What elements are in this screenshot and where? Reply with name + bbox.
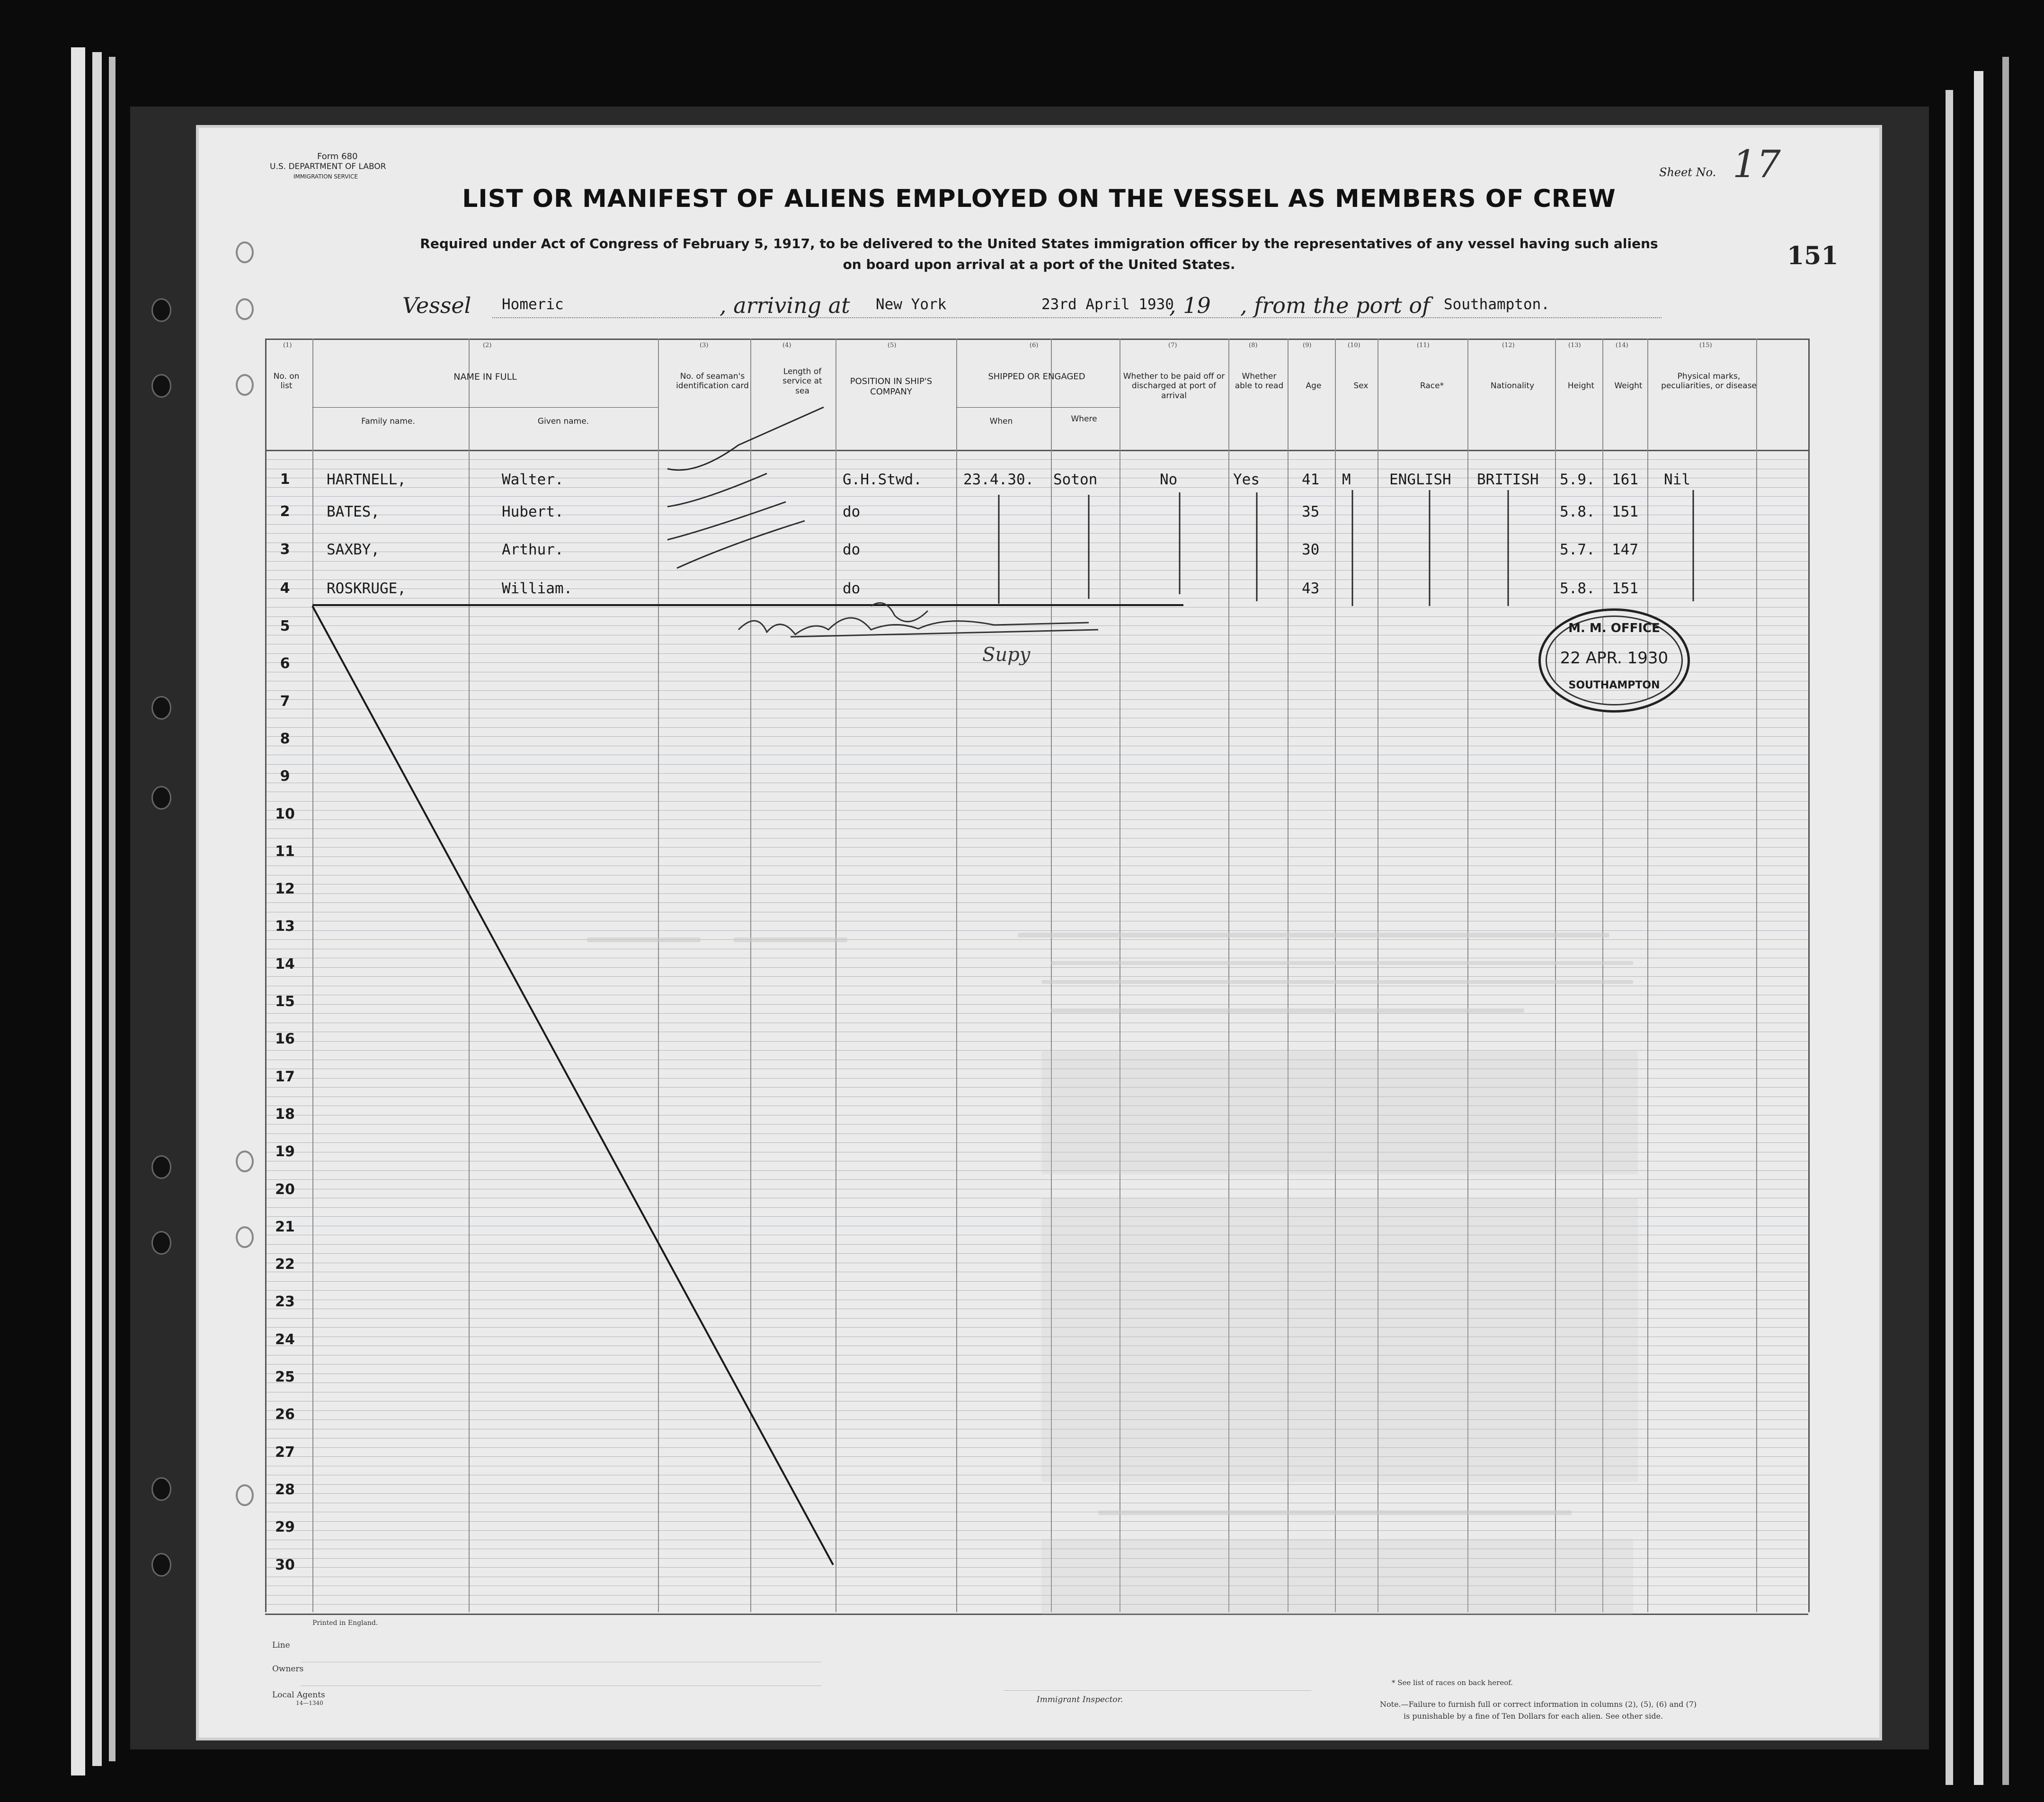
binder-strip xyxy=(71,47,85,1775)
col-no-on-list-heading: No. on list xyxy=(273,372,300,391)
binder-strip xyxy=(92,52,102,1766)
age: 30 xyxy=(1302,541,1320,558)
stamp-place: SOUTHAMPTON xyxy=(1568,679,1660,691)
bleedthrough-text xyxy=(1041,1051,1638,1174)
row-number: 20 xyxy=(275,1181,295,1198)
col-seaman-card-heading: No. of seaman's identification card xyxy=(676,372,749,391)
row-number: 25 xyxy=(275,1369,295,1385)
punch-hole xyxy=(151,1155,171,1179)
from-port-label: , from the port of xyxy=(1240,293,1431,318)
sheet-number: 17 xyxy=(1733,142,1781,186)
note-line-1: Note.—Failure to furnish full or correct information in columns (2), (5), (6) and (7) xyxy=(1380,1700,1697,1709)
col-height-heading: Height xyxy=(1567,381,1595,391)
col-age-heading: Age xyxy=(1306,381,1322,391)
given-name: Hubert. xyxy=(502,503,564,520)
col-number: (7) xyxy=(1168,342,1177,349)
owners-label: Owners xyxy=(272,1664,304,1674)
row-number: 1 xyxy=(280,471,290,488)
subtitle-line-2: on board upon arrival at a port of the United States. xyxy=(843,257,1235,272)
weight: 147 xyxy=(1612,541,1638,558)
row-number: 27 xyxy=(275,1444,295,1461)
printed-in: Printed in England. xyxy=(312,1619,378,1627)
row-number: 16 xyxy=(275,1031,295,1047)
row-number: 6 xyxy=(280,655,290,672)
col-length-service-heading: Length of service at sea xyxy=(782,367,822,396)
nationality: BRITISH xyxy=(1477,471,1539,488)
col-number: (4) xyxy=(782,342,791,349)
col-number: (3) xyxy=(700,342,709,349)
tick-marks xyxy=(667,407,824,568)
age: 43 xyxy=(1302,580,1320,597)
family-name: BATES, xyxy=(327,503,380,520)
col-given-name-heading: Given name. xyxy=(537,417,589,426)
position: do xyxy=(843,503,861,520)
col-sex-heading: Sex xyxy=(1353,381,1369,391)
arrival-port: New York xyxy=(876,296,947,313)
page-title: LIST OR MANIFEST OF ALIENS EMPLOYED ON THE VESSEL AS MEMBERS OF CREW xyxy=(462,185,1616,213)
departure-port: Southampton. xyxy=(1444,296,1550,313)
row-number: 21 xyxy=(275,1219,295,1235)
binder-strip xyxy=(1946,90,1953,1785)
row-number: 30 xyxy=(275,1557,295,1573)
stamp-date: 22 APR. 1930 xyxy=(1560,649,1669,668)
line-label: Line xyxy=(272,1641,290,1650)
row-number: 18 xyxy=(275,1106,295,1123)
position: G.H.Stwd. xyxy=(843,471,922,488)
punch-hole xyxy=(151,696,171,720)
row-number: 2 xyxy=(280,503,290,520)
col-family-name-heading: Family name. xyxy=(361,417,415,426)
row-number: 24 xyxy=(275,1331,295,1348)
row-number: 7 xyxy=(280,693,290,710)
manifest-page xyxy=(199,128,1879,1738)
family-name: ROSKRUGE, xyxy=(327,580,406,597)
office-stamp xyxy=(1538,608,1690,713)
position: do xyxy=(843,541,861,558)
col-race-heading: Race* xyxy=(1420,381,1444,391)
col-position-heading: POSITION IN SHIP'S COMPANY xyxy=(850,376,933,397)
given-name: Walter. xyxy=(502,471,564,488)
subtitle-line-1: Required under Act of Congress of February 5, 1917, to be delivered to the United States immigration officer by the representatives of any vessel having such aliens xyxy=(420,236,1658,251)
row-number: 9 xyxy=(280,768,290,785)
given-name: Arthur. xyxy=(502,541,564,558)
position: do xyxy=(843,580,861,597)
punch-hole xyxy=(151,1231,171,1255)
col-number: (6) xyxy=(1030,342,1039,349)
col-paid-off-heading: Whether to be paid off or discharged at port of arrival xyxy=(1123,372,1225,401)
row-number: 23 xyxy=(275,1294,295,1310)
row-number: 8 xyxy=(280,731,290,747)
age: 35 xyxy=(1302,503,1320,520)
row-number: 14 xyxy=(275,956,295,972)
form-number: Form 680 xyxy=(317,152,358,161)
bleedthrough-text xyxy=(587,937,701,942)
row-number: 5 xyxy=(280,618,290,634)
service-name: IMMIGRATION SERVICE xyxy=(293,173,358,180)
row-number: 11 xyxy=(275,843,295,860)
row-number: 3 xyxy=(280,541,290,558)
col-number: (5) xyxy=(888,342,897,349)
form-code: 14—1340 xyxy=(296,1700,323,1706)
punch-hole xyxy=(151,1553,171,1577)
col-number: (11) xyxy=(1417,342,1430,349)
binder-strip xyxy=(109,57,116,1761)
row-number: 26 xyxy=(275,1406,295,1423)
arriving-label: , arriving at xyxy=(720,293,850,318)
col-name-heading: NAME IN FULL xyxy=(453,372,517,382)
inspector-rule xyxy=(1004,1690,1311,1691)
vessel-label: Vessel xyxy=(402,293,471,318)
row-number: 12 xyxy=(275,881,295,897)
given-name: William. xyxy=(502,580,573,597)
department-name: U.S. DEPARTMENT OF LABOR xyxy=(270,162,386,171)
signature xyxy=(738,603,1098,637)
row-number: 22 xyxy=(275,1256,295,1273)
col-number: (15) xyxy=(1699,342,1712,349)
col-able-read-heading: Whether able to read xyxy=(1235,372,1284,391)
vessel-name: Homeric xyxy=(502,296,564,313)
row-number: 15 xyxy=(275,993,295,1010)
weight: 161 xyxy=(1612,471,1638,488)
height: 5.8. xyxy=(1560,503,1595,520)
punch-hole xyxy=(151,786,171,810)
col-number: (1) xyxy=(283,342,292,349)
page-stamp-number: 151 xyxy=(1787,241,1839,270)
paid-off: No xyxy=(1160,471,1178,488)
physical-marks: Nil xyxy=(1664,471,1690,488)
note-line-2: is punishable by a fine of Ten Dollars for each alien. See other side. xyxy=(1404,1712,1663,1721)
row-number: 17 xyxy=(275,1069,295,1085)
local-agents-label: Local Agents xyxy=(272,1690,325,1700)
bleedthrough-text xyxy=(1041,1539,1633,1615)
height: 5.9. xyxy=(1560,471,1595,488)
col-nationality-heading: Nationality xyxy=(1490,381,1535,391)
row-number: 28 xyxy=(275,1481,295,1498)
weight: 151 xyxy=(1612,580,1638,597)
row-number: 29 xyxy=(275,1519,295,1535)
signature-annotation: Supy xyxy=(982,644,1031,666)
bleedthrough-text xyxy=(1051,1008,1524,1013)
punch-hole xyxy=(151,1477,171,1501)
height: 5.7. xyxy=(1560,541,1595,558)
punch-hole xyxy=(151,374,171,398)
ditto-lines xyxy=(999,490,1693,606)
punch-hole xyxy=(151,298,171,322)
able-to-read: Yes xyxy=(1233,471,1260,488)
sex: M xyxy=(1342,471,1351,488)
bleedthrough-text xyxy=(1041,1198,1638,1482)
col-when-heading: When xyxy=(989,417,1013,426)
height: 5.8. xyxy=(1560,580,1595,597)
inspector-label: Immigrant Inspector. xyxy=(1037,1695,1123,1704)
col-shipped-heading: SHIPPED OR ENGAGED xyxy=(988,372,1085,382)
family-name: SAXBY, xyxy=(327,541,380,558)
bleedthrough-text xyxy=(734,937,847,942)
bleedthrough-text xyxy=(1018,933,1609,937)
binder-strip xyxy=(2002,57,2009,1785)
row-number: 10 xyxy=(275,806,295,822)
col-marks-heading: Physical marks, peculiarities, or disease xyxy=(1661,372,1757,391)
row-number: 19 xyxy=(275,1143,295,1160)
col-number: (10) xyxy=(1348,342,1360,349)
weight: 151 xyxy=(1612,503,1638,520)
col-where-heading: Where xyxy=(1071,414,1097,424)
age: 41 xyxy=(1302,471,1320,488)
year-label: , 19 xyxy=(1169,293,1211,318)
col-weight-heading: Weight xyxy=(1614,381,1643,391)
stamp-office: M. M. OFFICE xyxy=(1568,621,1660,635)
row-number: 13 xyxy=(275,918,295,935)
col-number: (8) xyxy=(1249,342,1258,349)
binder-strip xyxy=(1974,71,1983,1785)
race: ENGLISH xyxy=(1389,471,1451,488)
bleedthrough-text xyxy=(1051,961,1633,965)
col-number: (12) xyxy=(1502,342,1515,349)
sheet-label: Sheet No. xyxy=(1659,166,1716,179)
col-number: (14) xyxy=(1616,342,1628,349)
shipped-when: 23.4.30. xyxy=(963,471,1034,488)
row-number: 4 xyxy=(280,580,290,597)
col-number: (13) xyxy=(1568,342,1581,349)
col-number: (9) xyxy=(1303,342,1312,349)
col-number: (2) xyxy=(483,342,492,349)
arrival-date: 23rd April 1930 xyxy=(1041,296,1174,313)
family-name: HARTNELL, xyxy=(327,471,406,488)
races-footnote: * See list of races on back hereof. xyxy=(1392,1678,1513,1687)
bleedthrough-text xyxy=(1041,980,1633,984)
shipped-where: Soton xyxy=(1053,471,1098,488)
bleedthrough-text xyxy=(1098,1510,1572,1515)
diagonal-cancel-line xyxy=(312,606,833,1565)
